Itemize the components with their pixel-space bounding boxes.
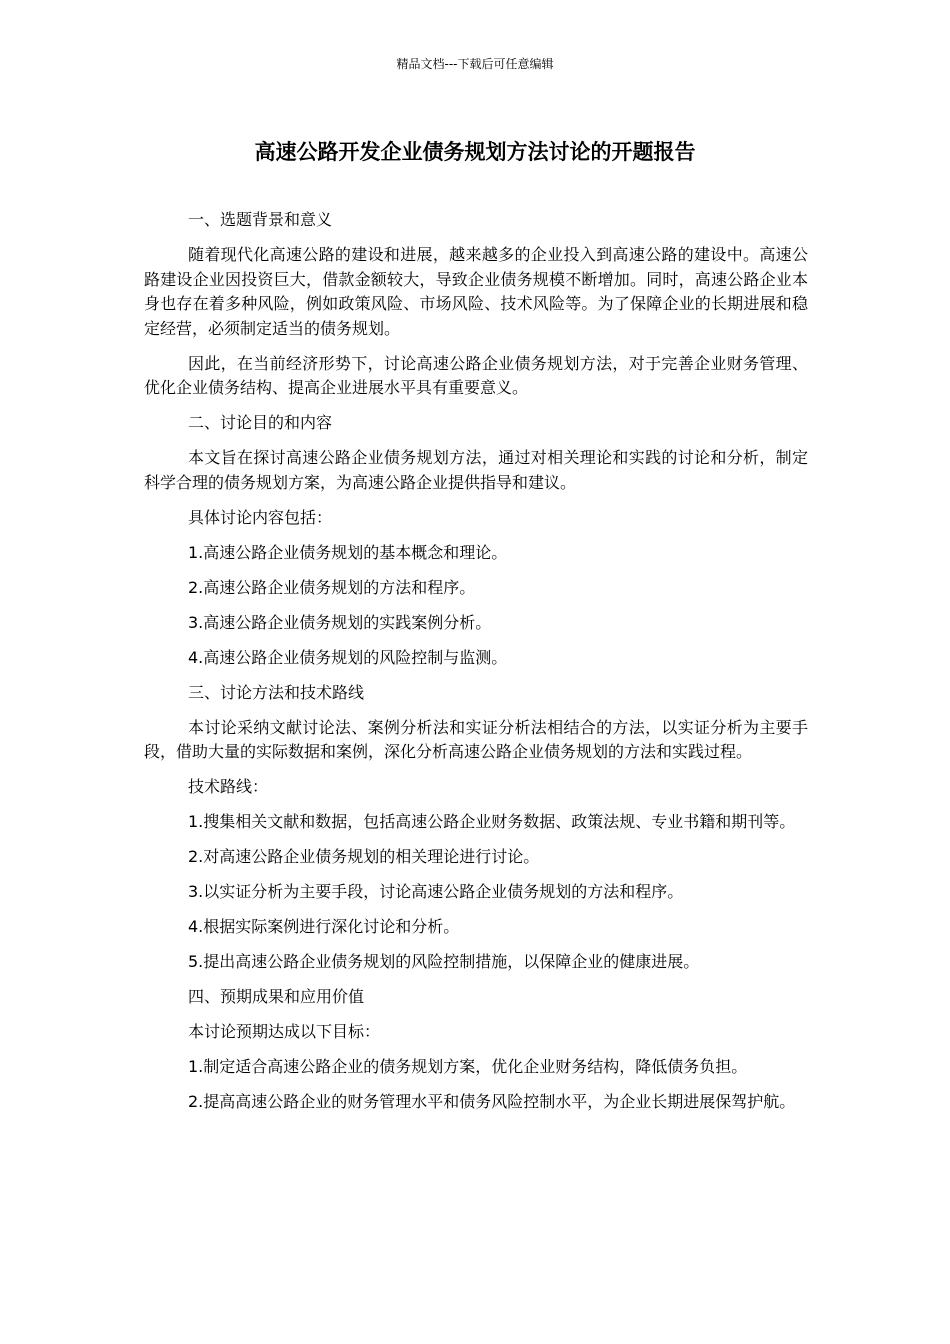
list-item-outcome-2: 2.提高高速公路企业的财务管理水平和债务风险控制水平，为企业长期进展保驾护航。 <box>188 1092 796 1111</box>
paragraph-route-intro: 技术路线： <box>188 777 269 796</box>
document-title: 高速公路开发企业债务规划方法讨论的开题报告 <box>254 140 696 164</box>
list-item-content-4: 4.高速公路企业债务规划的风险控制与监测。 <box>188 647 508 667</box>
document-body <box>144 208 808 1125</box>
section-heading-purpose: 二、讨论目的和内容 <box>188 413 333 432</box>
list-item-route-1: 1.搜集相关文献和数据，包括高速公路企业财务数据、政策法规、专业书籍和期刊等。 <box>188 812 796 831</box>
list-item-route-4: 4.根据实际案例进行深化讨论和分析。 <box>188 917 460 936</box>
section-heading-methods: 三、讨论方法和技术路线 <box>188 682 365 702</box>
list-item-content-1: 1.高速公路企业债务规划的基本概念和理论。 <box>188 542 508 562</box>
paragraph-methods: 本讨论采纳文献讨论法、案例分析法和实证分析法相结合的方法，以实证分析为主要手段，借助大量的实际数据和案例，深化分析高速公路企业债务规划的方法和实践过程。 <box>144 717 808 761</box>
paragraph-outcomes-intro: 本讨论预期达成以下目标： <box>188 1022 381 1041</box>
page-header-note: 精品文档---下载后可任意编辑 <box>396 57 554 71</box>
list-item-content-3: 3.高速公路企业债务规划的实践案例分析。 <box>188 612 492 632</box>
paragraph-significance: 因此，在当前经济形势下，讨论高速公路企业债务规划方法，对于完善企业财务管理、优化企业债务结构、提高企业进展水平具有重要意义。 <box>144 353 808 397</box>
section-heading-outcomes: 四、预期成果和应用价值 <box>188 987 365 1006</box>
paragraph-background: 随着现代化高速公路的建设和进展，越来越多的企业投入到高速公路的建设中。高速公路建设企业因投资巨大，借款金额较大，导致企业债务规模不断增加。同时，高速公路企业本身也存在着多种风险，例如政策风险、市场风险、技术风险等。为了保障企业的长期进展和稳定经营，必须制定适当的债务规划。 <box>144 245 808 338</box>
list-item-route-5: 5.提出高速公路企业债务规划的风险控制措施，以保障企业的健康进展。 <box>188 952 700 971</box>
list-item-content-2: 2.高速公路企业债务规划的方法和程序。 <box>188 577 476 597</box>
paragraph-purpose: 本文旨在探讨高速公路企业债务规划方法，通过对相关理论和实践的讨论和分析，制定科学合理的债务规划方案，为高速公路企业提供指导和建议。 <box>144 448 808 492</box>
list-item-route-3: 3.以实证分析为主要手段，讨论高速公路企业债务规划的方法和程序。 <box>188 882 684 901</box>
list-item-outcome-1: 1.制定适合高速公路企业的债务规划方案，优化企业财务结构，降低债务负担。 <box>188 1057 748 1076</box>
list-item-route-2: 2.对高速公路企业债务规划的相关理论进行讨论。 <box>188 847 540 866</box>
paragraph-content-intro: 具体讨论内容包括： <box>188 507 333 527</box>
section-heading-background: 一、选题背景和意义 <box>188 210 333 229</box>
